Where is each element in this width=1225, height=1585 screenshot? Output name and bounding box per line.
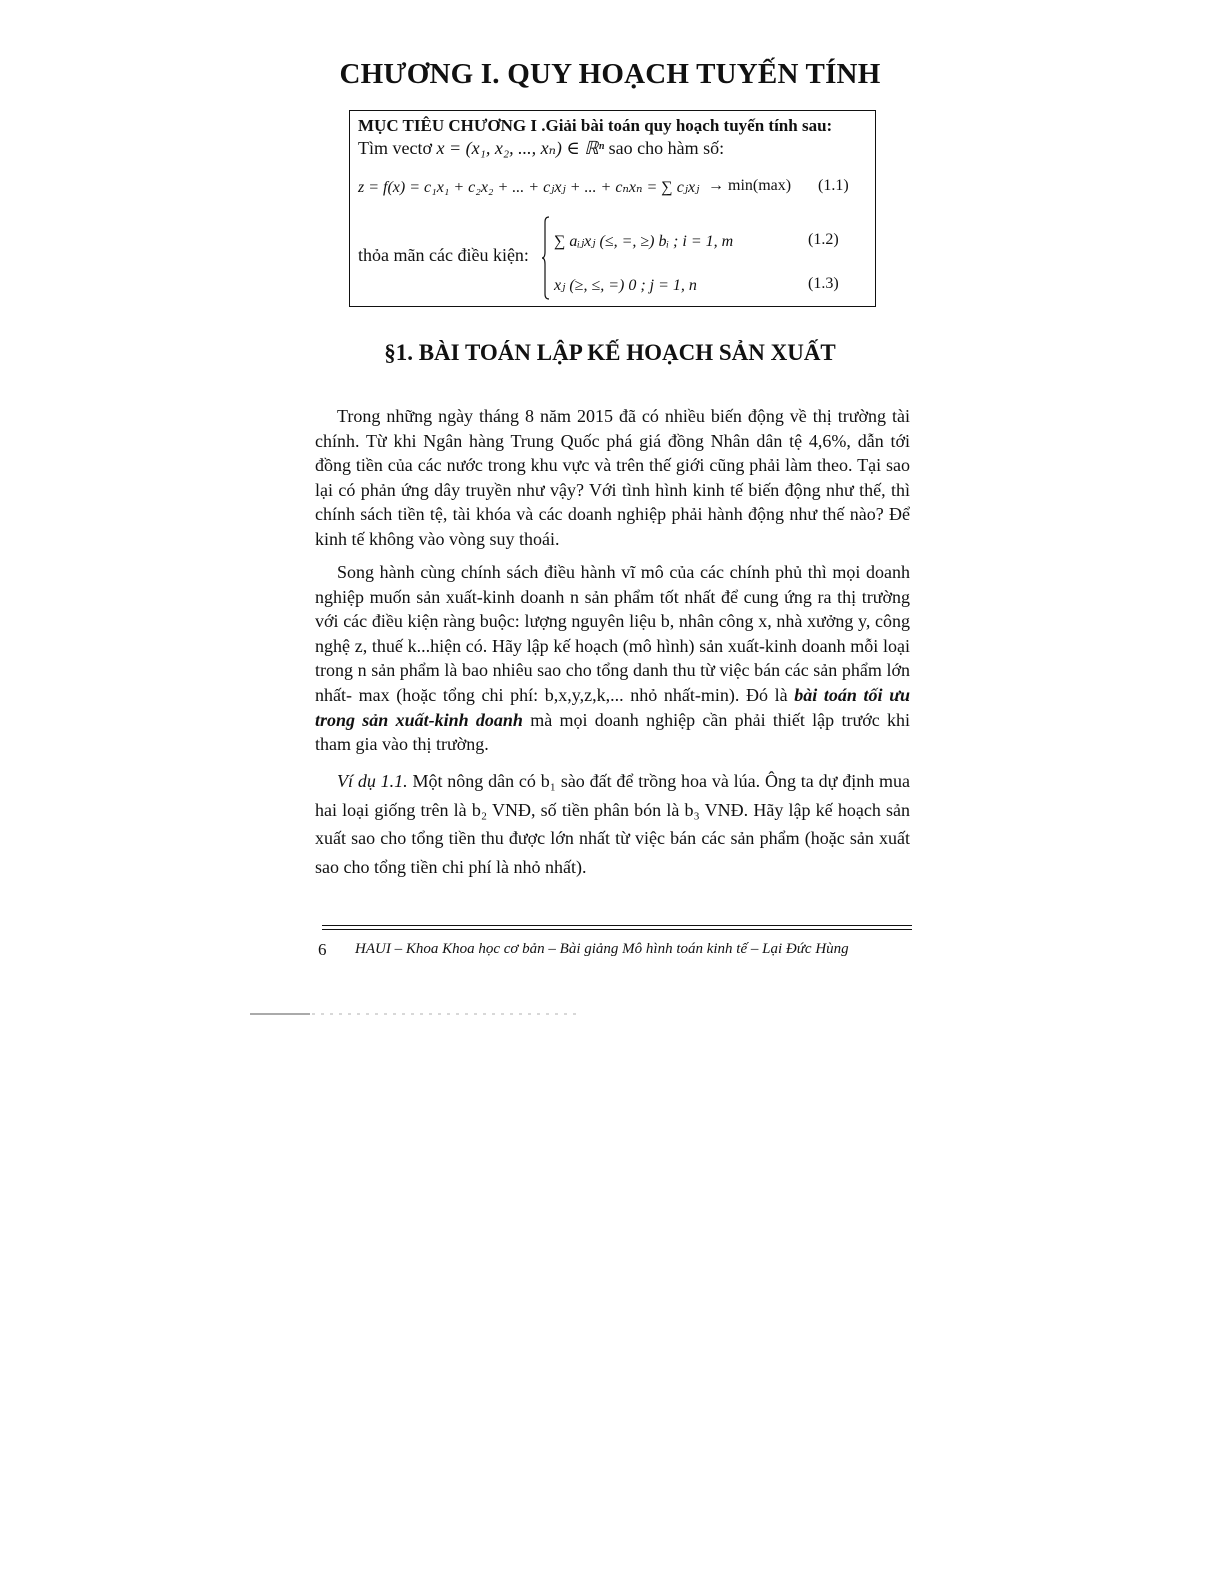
footer-rule — [322, 925, 912, 926]
conditions-label: thỏa mãn các điều kiện: — [358, 245, 529, 265]
chapter-title: CHƯƠNG I. QUY HOẠCH TUYẾN TÍNH — [339, 58, 881, 90]
constraint-1: ∑ aᵢⱼxⱼ (≤, =, ≥) bᵢ ; i = 1, m — [554, 233, 734, 250]
find-prefix: Tìm vectơ — [358, 138, 432, 158]
paragraph-2: Song hành cùng chính sách điều hành vĩ mô của các chính phủ thì mọi doanh nghiệp muốn sản xuất-kinh doanh n sản phẩm tốt nhất để cung ứng ra thị trường với các điều kiện ràng buộc: lượng nguyên liệu b, nhân công x, nhà xưởng y, công nghệ z, thuế k...hiện có. Hãy lập kế hoạch (mô hình) sản xuất-kinh doanh mỗi loại trong n sản phẩm là bao nhiêu sao cho tổng danh thu từ việc bán các sản phẩm lớn nhất- max (hoặc tổng chi phí: b,x,y,z,k,... nhỏ nhất-min). Đó là bài toán tối ưu trong sản xuất-kinh doanh mà mọi doanh nghiệp cần phải thiết lập trước khi tham gia vào thị trường. — [315, 562, 910, 755]
find-vector: x = (x₁, x₂, ..., xₙ) ∈ ℝⁿ — [436, 138, 605, 158]
optimize-direction: → min(max) — [708, 177, 792, 194]
example-label: Ví dụ 1.1. — [337, 771, 408, 791]
section-title: §1. BÀI TOÁN LẬP KẾ HOẠCH SẢN XUẤT — [384, 340, 836, 365]
objective-find-line — [358, 138, 724, 159]
constraint-2: xⱼ (≥, ≤, =) 0 ; j = 1, n — [554, 277, 697, 294]
chapter-objective-box — [349, 110, 876, 307]
scan-artifact-line — [250, 1013, 580, 1015]
emphasis-optimization-problem: bài toán tối ưu trong sản xuất-kinh doanh — [315, 684, 910, 730]
objective-function: z = f(x) = c₁x₁ + c₂x₂ + ... + cⱼxⱼ + ... + cₙxₙ = ∑ cⱼxⱼ — [358, 179, 700, 196]
page-number: 6 — [318, 940, 327, 959]
paragraph-1: Trong những ngày tháng 8 năm 2015 đã có nhiều biến động về thị trường tài chính. Từ khi Ngân hàng Trung Quốc phá giá đồng Nhân dân tệ 4,6%, dẫn tới đồng tiền của các nước trong khu vực và trên thế giới cũng phải làm theo. Tại sao lại có phản ứng dây truyền như vậy? Với tình hình kinh tế biến động như thế, thì chính sách tiền tệ, tài khóa và các doanh nghiệp phải hành động như thế nào? Để kinh tế không vào vòng suy thoái. — [315, 406, 910, 549]
footer-text: HAUI – Khoa Khoa học cơ bản – Bài giảng Mô hình toán kinh tế – Lại Đức Hùng — [355, 941, 849, 957]
equation-number-2: (1.2) — [808, 231, 839, 248]
curly-brace-icon — [542, 216, 550, 300]
equation-number-3: (1.3) — [808, 275, 839, 292]
equation-number-1: (1.1) — [818, 177, 849, 194]
paragraph-example: Ví dụ 1.1. Một nông dân có b₁ sào đất để trồng hoa và lúa. Ông ta dự định mua hai loại giống trên là b₂ VNĐ, số tiền phân bón là b₃ VNĐ. Hãy lập kế hoạch sản xuất sao cho tổng tiền thu được lớn nhất từ việc bán các sản phẩm (hoặc sản xuất sao cho tổng tiền chi phí là nhỏ nhất). — [315, 771, 910, 877]
footer-rule-double — [322, 929, 912, 930]
objective-heading: MỤC TIÊU CHƯƠNG I .Giải bài toán quy hoạch tuyến tính sau: — [358, 116, 833, 135]
find-suffix: sao cho hàm số: — [608, 138, 725, 158]
